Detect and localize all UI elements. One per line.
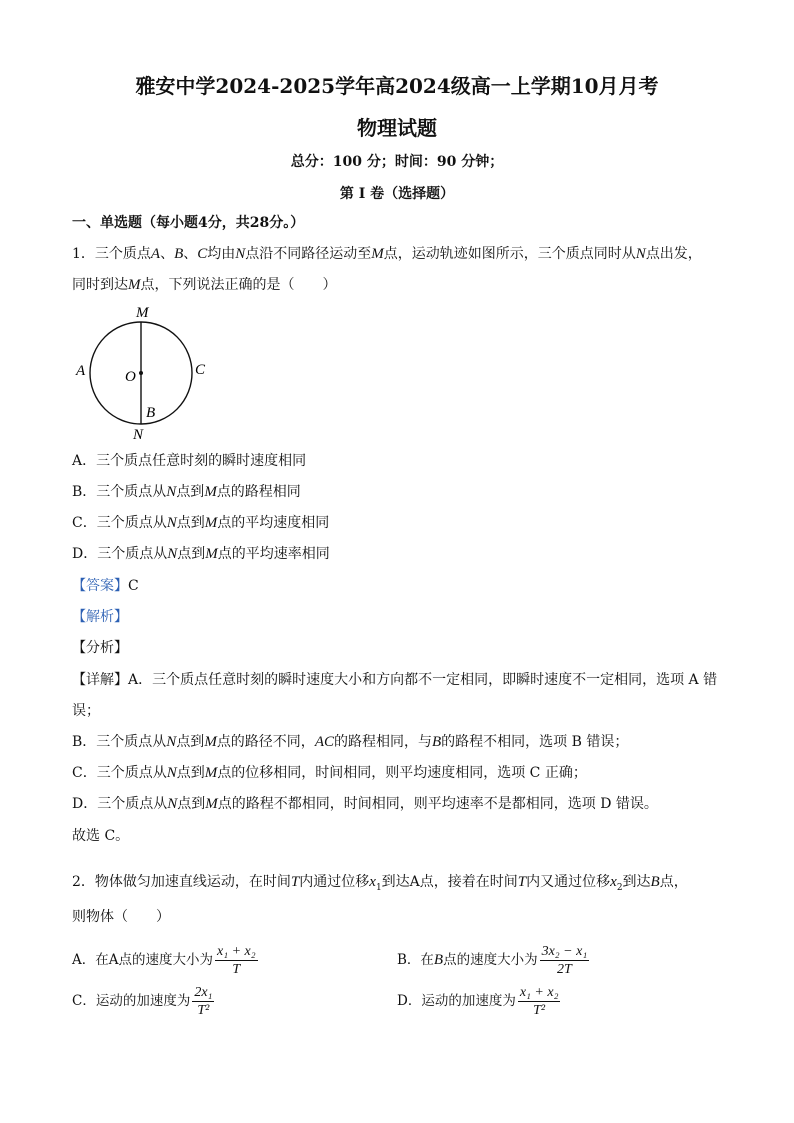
fraction: $\frac{\text{x₁ + x₂}}{T}$ — [217, 944, 256, 977]
volume-title: 第 I 卷（选择题） — [339, 186, 455, 202]
label-o: O — [125, 369, 136, 385]
fraction: $\frac{\text{x₁ + x₂}}{\text{T²}}$ — [519, 985, 559, 1018]
q1-option-d: D．三个质点从N点到M点的平均速率相同 — [72, 546, 330, 562]
label-c: C — [195, 362, 206, 378]
subject-title: 物理试题 — [357, 116, 437, 140]
label-n: N — [133, 427, 144, 443]
q1-option-b: B．三个质点从N点到M点的路程相同 — [72, 484, 301, 500]
q1-figure — [70, 300, 220, 452]
q1-option-c: C．三个质点从N点到M点的平均速度相同 — [72, 515, 330, 531]
q1-detail-b: B．三个质点从N点到M点的路径不同，AC的路程相同，与B的路程不相同，选项 B 错误； — [72, 734, 629, 750]
center-point — [139, 371, 143, 375]
q1-analysis-label: 【解析】 — [72, 609, 128, 625]
q2-stem-line1: 2．物体做匀加速直线运动，在时间T内通过位移$x_1$到达A点，接着在时间T内又通过位移$x_2$到达B点， — [72, 874, 688, 893]
q1-option-a: A．三个质点任意时刻的瞬时速度相同 — [72, 453, 307, 469]
fraction: $\frac{\text{2x₁}}{\text{T²}}$ — [194, 985, 213, 1018]
label-m: M — [136, 305, 149, 321]
q1-detail-d: D．三个质点从N点到M点的路程不都相同，时间相同，则平均速率不是都相同，选项 D 错误。 — [72, 796, 658, 812]
q1-detail-a-line2: 误； — [72, 703, 100, 719]
exam-info: 总分：100 分；时间：90 分钟； — [290, 154, 504, 170]
label-a: A — [76, 363, 86, 379]
q2-option-d: D．运动的加速度为 $\frac{\text{x₁ + x₂}}{\text{T²}}$ — [397, 985, 559, 1018]
q1-stem-line2: 同时到达M点，下列说法正确的是（ ） — [72, 277, 337, 293]
q2-option-b: B．在B点的速度大小为 $\frac{\text{3x₂ − x₁}}{2T}$ — [397, 944, 588, 977]
circle-diagram — [70, 300, 220, 448]
q1-fenxi-label: 【分析】 — [72, 640, 128, 656]
q1-stem-line1: 1．三个质点A、B、C均由N点沿不同路径运动至M点，运动轨迹如图所示，三个质点同时从N点出发， — [72, 246, 702, 262]
q2-stem-line2: 则物体（ ） — [72, 909, 170, 925]
q2-option-c: C．运动的加速度为 $\frac{\text{2x₁}}{\text{T²}}$ — [72, 985, 213, 1018]
q1-detail-a-line1: 【详解】A．三个质点任意时刻的瞬时速度大小和方向都不一定相同，即瞬时速度不一定相同，选项 A 错 — [72, 672, 718, 688]
section-heading: 一、单选题（每小题4分，共28分。） — [72, 215, 305, 231]
label-b: B — [146, 405, 156, 421]
q1-conclusion: 故选 C。 — [72, 828, 130, 844]
q1-detail-c: C．三个质点从N点到M点的位移相同，时间相同，则平均速度相同，选项 C 正确； — [72, 765, 587, 781]
fraction: $\frac{\text{3x₂ − x₁}}{2T}$ — [541, 944, 588, 977]
exam-title: 雅安中学2024-2025学年高2024级高一上学期10月月考 — [135, 74, 659, 98]
q2-option-a: A．在A点的速度大小为 $\frac{\text{x₁ + x₂}}{T}$ — [72, 944, 256, 977]
q1-answer: 【答案】C — [72, 578, 139, 594]
